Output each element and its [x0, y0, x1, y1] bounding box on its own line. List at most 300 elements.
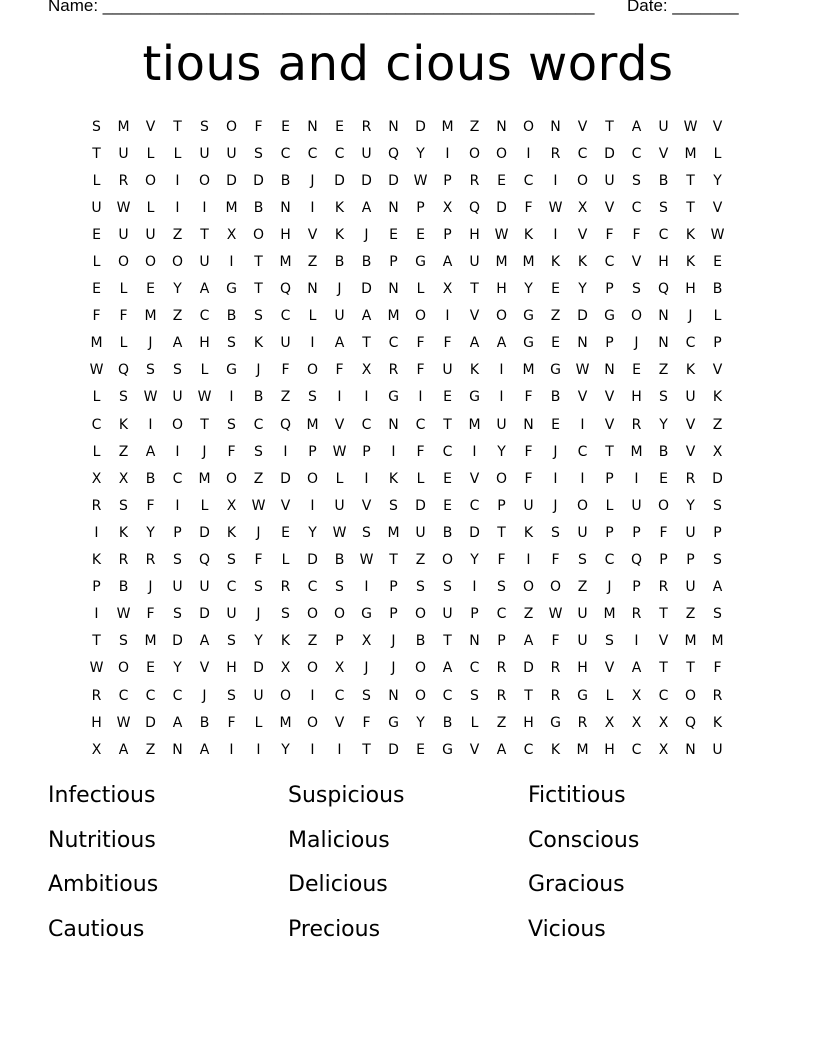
- grid-letter[interactable]: C: [631, 145, 642, 162]
- grid-letter[interactable]: F: [254, 552, 263, 569]
- grid-letter[interactable]: B: [550, 389, 561, 406]
- grid-letter[interactable]: O: [306, 362, 319, 379]
- grid-letter[interactable]: M: [441, 118, 454, 135]
- grid-letter[interactable]: X: [604, 714, 615, 731]
- grid-letter[interactable]: S: [200, 118, 209, 135]
- grid-letter[interactable]: O: [225, 118, 238, 135]
- grid-letter[interactable]: Y: [416, 714, 425, 731]
- grid-letter[interactable]: D: [469, 524, 480, 541]
- grid-letter[interactable]: Z: [577, 579, 588, 596]
- grid-letter[interactable]: L: [173, 145, 182, 162]
- grid-letter[interactable]: V: [307, 226, 318, 243]
- grid-letter[interactable]: X: [631, 714, 642, 731]
- grid-letter[interactable]: P: [362, 443, 371, 460]
- grid-letter[interactable]: J: [148, 335, 153, 352]
- grid-letter[interactable]: M: [387, 308, 400, 325]
- grid-letter[interactable]: V: [361, 497, 372, 514]
- grid-letter[interactable]: P: [605, 470, 614, 487]
- grid-letter[interactable]: D: [361, 281, 372, 298]
- grid-letter[interactable]: J: [553, 443, 558, 460]
- grid-letter[interactable]: Y: [173, 281, 182, 298]
- grid-letter[interactable]: E: [713, 254, 722, 271]
- grid-letter[interactable]: L: [254, 714, 263, 731]
- grid-letter[interactable]: B: [334, 552, 345, 569]
- grid-letter[interactable]: Q: [684, 714, 697, 731]
- grid-letter[interactable]: I: [310, 335, 315, 352]
- grid-letter[interactable]: J: [607, 579, 612, 596]
- grid-letter[interactable]: P: [632, 524, 641, 541]
- grid-letter[interactable]: A: [118, 741, 129, 758]
- grid-letter[interactable]: H: [604, 741, 615, 758]
- grid-letter[interactable]: E: [92, 281, 101, 298]
- grid-letter[interactable]: A: [145, 443, 156, 460]
- grid-letter[interactable]: T: [92, 145, 101, 162]
- grid-letter[interactable]: E: [443, 470, 452, 487]
- grid-letter[interactable]: I: [364, 389, 369, 406]
- grid-letter[interactable]: L: [200, 497, 209, 514]
- grid-letter[interactable]: L: [605, 687, 614, 704]
- grid-letter[interactable]: A: [496, 741, 507, 758]
- grid-letter[interactable]: A: [361, 199, 372, 216]
- grid-letter[interactable]: V: [712, 118, 723, 135]
- grid-letter[interactable]: W: [548, 606, 563, 623]
- grid-letter[interactable]: T: [686, 660, 695, 677]
- grid-letter[interactable]: B: [145, 470, 156, 487]
- grid-letter[interactable]: T: [173, 118, 182, 135]
- grid-letter[interactable]: O: [549, 579, 562, 596]
- grid-letter[interactable]: N: [388, 687, 399, 704]
- grid-letter[interactable]: J: [148, 579, 153, 596]
- grid-letter[interactable]: R: [118, 172, 129, 189]
- grid-letter[interactable]: X: [361, 633, 372, 650]
- grid-letter[interactable]: U: [685, 389, 696, 406]
- grid-letter[interactable]: N: [685, 741, 696, 758]
- grid-letter[interactable]: R: [91, 497, 102, 514]
- grid-letter[interactable]: A: [199, 633, 210, 650]
- grid-letter[interactable]: U: [415, 524, 426, 541]
- grid-letter[interactable]: S: [146, 362, 155, 379]
- grid-letter[interactable]: Q: [279, 281, 292, 298]
- grid-letter[interactable]: F: [119, 308, 128, 325]
- grid-letter[interactable]: N: [388, 416, 399, 433]
- grid-letter[interactable]: I: [229, 741, 234, 758]
- grid-letter[interactable]: V: [280, 497, 291, 514]
- grid-letter[interactable]: M: [522, 254, 535, 271]
- grid-letter[interactable]: V: [577, 389, 588, 406]
- grid-letter[interactable]: Z: [118, 443, 129, 460]
- grid-letter[interactable]: W: [413, 172, 428, 189]
- grid-letter[interactable]: O: [171, 416, 184, 433]
- grid-letter[interactable]: V: [604, 389, 615, 406]
- grid-letter[interactable]: S: [119, 633, 128, 650]
- grid-letter[interactable]: O: [117, 254, 130, 271]
- grid-letter[interactable]: X: [442, 199, 453, 216]
- grid-letter[interactable]: I: [526, 552, 531, 569]
- grid-letter[interactable]: U: [442, 606, 453, 623]
- grid-letter[interactable]: I: [229, 254, 234, 271]
- grid-letter[interactable]: M: [144, 633, 157, 650]
- grid-letter[interactable]: O: [306, 470, 319, 487]
- grid-letter[interactable]: B: [118, 579, 129, 596]
- grid-letter[interactable]: W: [683, 118, 698, 135]
- grid-letter[interactable]: U: [172, 389, 183, 406]
- grid-letter[interactable]: C: [442, 687, 453, 704]
- grid-letter[interactable]: P: [308, 443, 317, 460]
- grid-letter[interactable]: P: [605, 281, 614, 298]
- grid-letter[interactable]: O: [495, 308, 508, 325]
- grid-letter[interactable]: S: [227, 335, 236, 352]
- grid-letter[interactable]: A: [442, 254, 453, 271]
- grid-letter[interactable]: S: [632, 281, 641, 298]
- grid-letter[interactable]: N: [307, 118, 318, 135]
- grid-letter[interactable]: M: [711, 633, 724, 650]
- grid-letter[interactable]: E: [632, 362, 641, 379]
- grid-letter[interactable]: J: [553, 497, 558, 514]
- grid-letter[interactable]: G: [577, 687, 588, 704]
- grid-letter[interactable]: P: [605, 524, 614, 541]
- grid-letter[interactable]: R: [496, 687, 507, 704]
- grid-letter[interactable]: T: [389, 552, 398, 569]
- grid-letter[interactable]: W: [575, 362, 590, 379]
- grid-letter[interactable]: E: [416, 741, 425, 758]
- grid-letter[interactable]: B: [199, 714, 210, 731]
- grid-letter[interactable]: S: [713, 552, 722, 569]
- grid-letter[interactable]: C: [199, 308, 210, 325]
- grid-letter[interactable]: H: [685, 281, 696, 298]
- grid-letter[interactable]: W: [359, 552, 374, 569]
- grid-letter[interactable]: S: [389, 497, 398, 514]
- grid-letter[interactable]: K: [334, 199, 345, 216]
- grid-letter[interactable]: D: [523, 660, 534, 677]
- grid-letter[interactable]: K: [523, 524, 534, 541]
- grid-letter[interactable]: W: [143, 389, 158, 406]
- grid-letter[interactable]: R: [361, 118, 372, 135]
- grid-letter[interactable]: T: [659, 660, 668, 677]
- grid-letter[interactable]: Z: [145, 741, 156, 758]
- grid-letter[interactable]: C: [523, 172, 534, 189]
- grid-letter[interactable]: Z: [172, 308, 183, 325]
- grid-letter[interactable]: E: [416, 226, 425, 243]
- grid-letter[interactable]: R: [388, 362, 399, 379]
- grid-letter[interactable]: I: [391, 443, 396, 460]
- grid-letter[interactable]: S: [281, 606, 290, 623]
- grid-letter[interactable]: Y: [659, 416, 668, 433]
- grid-letter[interactable]: A: [442, 660, 453, 677]
- grid-letter[interactable]: M: [306, 416, 319, 433]
- grid-letter[interactable]: T: [605, 118, 614, 135]
- grid-letter[interactable]: G: [550, 714, 561, 731]
- grid-letter[interactable]: X: [91, 470, 102, 487]
- grid-letter[interactable]: C: [388, 335, 399, 352]
- grid-letter[interactable]: E: [443, 389, 452, 406]
- grid-letter[interactable]: R: [145, 552, 156, 569]
- grid-letter[interactable]: P: [713, 524, 722, 541]
- grid-letter[interactable]: P: [416, 199, 425, 216]
- grid-letter[interactable]: U: [253, 687, 264, 704]
- grid-letter[interactable]: F: [524, 199, 533, 216]
- grid-letter[interactable]: O: [684, 687, 697, 704]
- grid-letter[interactable]: P: [659, 552, 668, 569]
- grid-letter[interactable]: R: [550, 687, 561, 704]
- grid-letter[interactable]: L: [335, 470, 344, 487]
- grid-letter[interactable]: N: [307, 281, 318, 298]
- grid-letter[interactable]: I: [472, 443, 477, 460]
- grid-letter[interactable]: P: [686, 552, 695, 569]
- grid-letter[interactable]: W: [710, 226, 725, 243]
- grid-letter[interactable]: U: [658, 118, 669, 135]
- grid-letter[interactable]: O: [333, 606, 346, 623]
- grid-letter[interactable]: S: [119, 497, 128, 514]
- grid-letter[interactable]: T: [443, 416, 452, 433]
- grid-letter[interactable]: O: [225, 470, 238, 487]
- grid-letter[interactable]: J: [202, 443, 207, 460]
- grid-letter[interactable]: V: [469, 308, 480, 325]
- grid-letter[interactable]: M: [576, 741, 589, 758]
- grid-letter[interactable]: W: [494, 226, 509, 243]
- grid-letter[interactable]: Z: [415, 552, 426, 569]
- grid-letter[interactable]: U: [469, 254, 480, 271]
- grid-letter[interactable]: L: [308, 308, 317, 325]
- grid-letter[interactable]: F: [443, 335, 452, 352]
- grid-letter[interactable]: X: [442, 281, 453, 298]
- grid-letter[interactable]: P: [713, 335, 722, 352]
- grid-letter[interactable]: Z: [307, 254, 318, 271]
- grid-letter[interactable]: E: [551, 416, 560, 433]
- grid-letter[interactable]: M: [225, 199, 238, 216]
- grid-letter[interactable]: J: [256, 606, 261, 623]
- grid-letter[interactable]: N: [658, 335, 669, 352]
- grid-letter[interactable]: E: [281, 118, 290, 135]
- grid-letter[interactable]: V: [469, 470, 480, 487]
- grid-letter[interactable]: C: [577, 443, 588, 460]
- grid-letter[interactable]: Z: [712, 416, 723, 433]
- grid-letter[interactable]: N: [280, 199, 291, 216]
- grid-letter[interactable]: J: [634, 335, 639, 352]
- grid-letter[interactable]: K: [550, 254, 561, 271]
- grid-letter[interactable]: O: [576, 172, 589, 189]
- grid-letter[interactable]: K: [91, 552, 102, 569]
- grid-letter[interactable]: T: [686, 172, 695, 189]
- grid-letter[interactable]: G: [469, 389, 480, 406]
- grid-letter[interactable]: F: [713, 660, 722, 677]
- grid-letter[interactable]: P: [389, 579, 398, 596]
- grid-letter[interactable]: M: [144, 308, 157, 325]
- grid-letter[interactable]: F: [335, 362, 344, 379]
- grid-letter[interactable]: U: [334, 308, 345, 325]
- grid-letter[interactable]: I: [553, 226, 558, 243]
- grid-letter[interactable]: V: [712, 199, 723, 216]
- grid-letter[interactable]: S: [308, 389, 317, 406]
- grid-letter[interactable]: O: [306, 714, 319, 731]
- grid-letter[interactable]: I: [553, 470, 558, 487]
- grid-letter[interactable]: S: [551, 524, 560, 541]
- grid-letter[interactable]: O: [468, 145, 481, 162]
- grid-letter[interactable]: L: [119, 335, 128, 352]
- grid-letter[interactable]: F: [227, 443, 236, 460]
- grid-letter[interactable]: U: [685, 579, 696, 596]
- grid-letter[interactable]: J: [310, 172, 315, 189]
- grid-letter[interactable]: I: [175, 199, 180, 216]
- grid-letter[interactable]: K: [550, 741, 561, 758]
- grid-letter[interactable]: C: [496, 606, 507, 623]
- grid-letter[interactable]: J: [391, 660, 396, 677]
- grid-letter[interactable]: F: [146, 497, 155, 514]
- grid-letter[interactable]: S: [470, 687, 479, 704]
- grid-letter[interactable]: F: [497, 552, 506, 569]
- grid-letter[interactable]: A: [334, 335, 345, 352]
- grid-letter[interactable]: N: [388, 199, 399, 216]
- grid-letter[interactable]: Y: [524, 281, 533, 298]
- grid-letter[interactable]: Y: [146, 524, 155, 541]
- grid-letter[interactable]: D: [334, 172, 345, 189]
- grid-letter[interactable]: C: [307, 579, 318, 596]
- grid-letter[interactable]: S: [362, 524, 371, 541]
- grid-letter[interactable]: C: [415, 416, 426, 433]
- grid-letter[interactable]: P: [497, 633, 506, 650]
- grid-letter[interactable]: X: [226, 226, 237, 243]
- grid-letter[interactable]: C: [604, 254, 615, 271]
- grid-letter[interactable]: C: [145, 687, 156, 704]
- grid-letter[interactable]: O: [414, 606, 427, 623]
- grid-letter[interactable]: E: [146, 660, 155, 677]
- grid-letter[interactable]: O: [252, 226, 265, 243]
- grid-letter[interactable]: F: [92, 308, 101, 325]
- grid-letter[interactable]: R: [91, 687, 102, 704]
- grid-letter[interactable]: D: [361, 172, 372, 189]
- grid-letter[interactable]: I: [283, 443, 288, 460]
- grid-letter[interactable]: O: [306, 660, 319, 677]
- grid-letter[interactable]: A: [361, 308, 372, 325]
- grid-letter[interactable]: K: [118, 416, 129, 433]
- grid-letter[interactable]: I: [499, 362, 504, 379]
- grid-letter[interactable]: F: [659, 524, 668, 541]
- grid-letter[interactable]: U: [442, 362, 453, 379]
- grid-letter[interactable]: D: [712, 470, 723, 487]
- grid-letter[interactable]: S: [578, 552, 587, 569]
- grid-letter[interactable]: V: [145, 118, 156, 135]
- grid-letter[interactable]: E: [281, 524, 290, 541]
- grid-letter[interactable]: R: [550, 660, 561, 677]
- grid-letter[interactable]: D: [388, 172, 399, 189]
- grid-letter[interactable]: B: [442, 524, 453, 541]
- grid-letter[interactable]: Z: [469, 118, 480, 135]
- grid-letter[interactable]: S: [362, 687, 371, 704]
- grid-letter[interactable]: U: [280, 335, 291, 352]
- grid-letter[interactable]: U: [145, 226, 156, 243]
- date-field-label[interactable]: Date: _______: [627, 0, 739, 15]
- grid-letter[interactable]: E: [443, 497, 452, 514]
- grid-letter[interactable]: I: [229, 389, 234, 406]
- grid-letter[interactable]: L: [605, 497, 614, 514]
- grid-letter[interactable]: A: [172, 335, 183, 352]
- grid-letter[interactable]: A: [199, 281, 210, 298]
- grid-letter[interactable]: L: [470, 714, 479, 731]
- grid-letter[interactable]: Q: [198, 552, 211, 569]
- grid-letter[interactable]: J: [256, 524, 261, 541]
- grid-letter[interactable]: I: [310, 497, 315, 514]
- grid-letter[interactable]: R: [685, 470, 696, 487]
- grid-letter[interactable]: L: [92, 254, 101, 271]
- grid-letter[interactable]: I: [526, 145, 531, 162]
- grid-letter[interactable]: L: [200, 362, 209, 379]
- grid-letter[interactable]: P: [443, 172, 452, 189]
- grid-letter[interactable]: U: [604, 172, 615, 189]
- grid-letter[interactable]: W: [116, 606, 131, 623]
- grid-letter[interactable]: S: [416, 579, 425, 596]
- grid-letter[interactable]: I: [445, 308, 450, 325]
- grid-letter[interactable]: C: [469, 660, 480, 677]
- grid-letter[interactable]: C: [226, 579, 237, 596]
- grid-letter[interactable]: R: [577, 714, 588, 731]
- grid-letter[interactable]: Y: [713, 172, 722, 189]
- grid-letter[interactable]: X: [361, 362, 372, 379]
- grid-letter[interactable]: L: [713, 308, 722, 325]
- grid-letter[interactable]: K: [577, 254, 588, 271]
- grid-letter[interactable]: U: [523, 497, 534, 514]
- grid-letter[interactable]: C: [118, 687, 129, 704]
- grid-letter[interactable]: W: [116, 714, 131, 731]
- grid-letter[interactable]: U: [199, 579, 210, 596]
- grid-letter[interactable]: G: [361, 606, 372, 623]
- grid-letter[interactable]: D: [577, 308, 588, 325]
- grid-letter[interactable]: Y: [173, 660, 182, 677]
- grid-letter[interactable]: S: [254, 443, 263, 460]
- grid-letter[interactable]: A: [523, 633, 534, 650]
- grid-letter[interactable]: V: [577, 226, 588, 243]
- grid-letter[interactable]: D: [199, 606, 210, 623]
- grid-letter[interactable]: P: [470, 606, 479, 623]
- grid-letter[interactable]: Z: [280, 389, 291, 406]
- grid-letter[interactable]: O: [522, 118, 535, 135]
- grid-letter[interactable]: I: [94, 524, 99, 541]
- grid-letter[interactable]: C: [172, 470, 183, 487]
- grid-letter[interactable]: A: [631, 660, 642, 677]
- grid-letter[interactable]: X: [226, 497, 237, 514]
- grid-letter[interactable]: S: [605, 633, 614, 650]
- grid-letter[interactable]: K: [523, 226, 534, 243]
- grid-letter[interactable]: N: [388, 281, 399, 298]
- grid-letter[interactable]: N: [496, 118, 507, 135]
- grid-letter[interactable]: C: [253, 416, 264, 433]
- grid-letter[interactable]: G: [226, 281, 237, 298]
- grid-letter[interactable]: I: [580, 470, 585, 487]
- grid-letter[interactable]: U: [172, 579, 183, 596]
- grid-letter[interactable]: Y: [308, 524, 317, 541]
- grid-letter[interactable]: I: [472, 579, 477, 596]
- grid-letter[interactable]: C: [604, 552, 615, 569]
- grid-letter[interactable]: V: [658, 145, 669, 162]
- grid-letter[interactable]: E: [497, 172, 506, 189]
- grid-letter[interactable]: L: [92, 172, 101, 189]
- grid-letter[interactable]: T: [254, 254, 263, 271]
- grid-letter[interactable]: E: [659, 470, 668, 487]
- grid-letter[interactable]: U: [118, 226, 129, 243]
- grid-letter[interactable]: Q: [657, 281, 670, 298]
- grid-letter[interactable]: O: [414, 687, 427, 704]
- grid-letter[interactable]: I: [256, 741, 261, 758]
- grid-letter[interactable]: O: [495, 145, 508, 162]
- grid-letter[interactable]: U: [496, 416, 507, 433]
- grid-letter[interactable]: J: [364, 660, 369, 677]
- grid-letter[interactable]: D: [415, 118, 426, 135]
- grid-letter[interactable]: J: [256, 362, 261, 379]
- grid-letter[interactable]: E: [335, 118, 344, 135]
- grid-letter[interactable]: O: [306, 606, 319, 623]
- grid-letter[interactable]: S: [632, 172, 641, 189]
- grid-letter[interactable]: O: [414, 660, 427, 677]
- grid-letter[interactable]: S: [92, 118, 101, 135]
- grid-letter[interactable]: F: [146, 606, 155, 623]
